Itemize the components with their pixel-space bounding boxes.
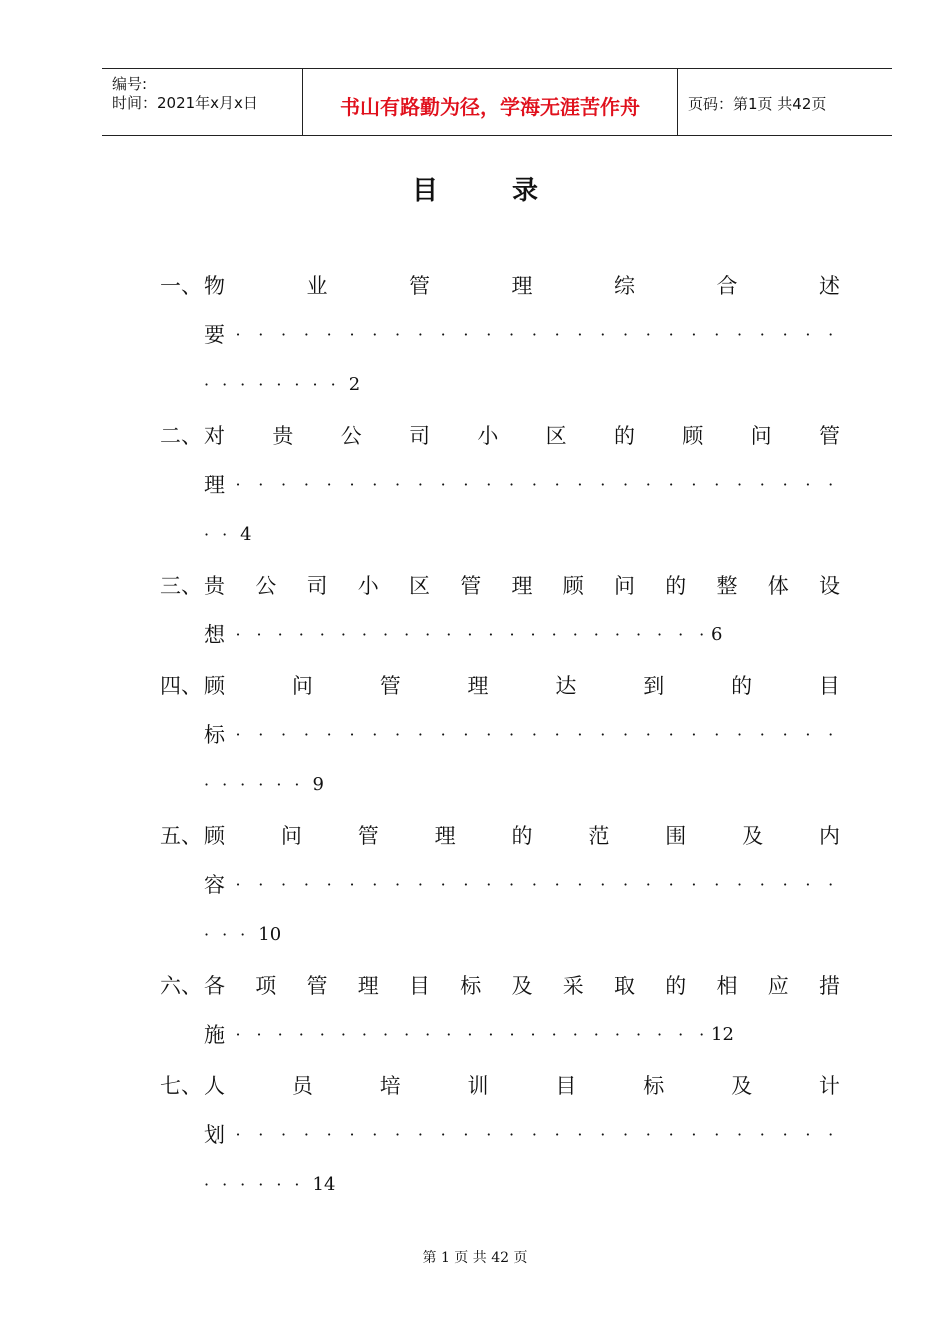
- toc-page-number: 2: [348, 374, 361, 395]
- toc-entry-heading: 人 员 培 训 目 标 及 计: [204, 1074, 840, 1098]
- toc-dot-leader-continued: ········: [204, 375, 349, 394]
- toc-entry-number: 二、: [160, 424, 202, 448]
- toc-entry[interactable]: [160, 560, 840, 660]
- toc-dot-leader-continued: ······: [204, 775, 313, 794]
- toc-entry-number: 三、: [160, 574, 202, 598]
- toc-entry-number: 四、: [160, 674, 202, 698]
- header-motto-cell: [303, 69, 678, 135]
- header-right-cell: [678, 69, 892, 135]
- header-motto: 书山有路勤为径，学海无涯苦作舟: [340, 95, 640, 119]
- toc-entry-heading-end: 要: [204, 323, 225, 347]
- toc-page-number: 6: [711, 624, 723, 645]
- toc-entry-heading-end: 想: [204, 623, 225, 647]
- toc-entry[interactable]: [160, 660, 840, 810]
- toc-entry[interactable]: [160, 260, 840, 410]
- header-page-info: 页码：第1页 共42页: [688, 95, 827, 113]
- toc-page-number: 4: [240, 524, 252, 545]
- toc-dot-leader: · · · · · · · · · · · · · · · · · · · · · · ·: [235, 1025, 705, 1044]
- toc-entry[interactable]: [160, 960, 840, 1060]
- document-date: 时间：2021年x月x日: [112, 94, 258, 112]
- toc-entry-number: 六、: [160, 974, 202, 998]
- toc-entry-number: 七、: [160, 1074, 202, 1098]
- table-of-contents: [160, 260, 840, 1210]
- toc-dot-leader: · · · · · · · · · · · · · · · · · · · · · · · · · · ·: [235, 325, 834, 344]
- page-header: [102, 68, 892, 136]
- toc-title: 目录: [411, 176, 612, 206]
- toc-entry-heading: 对 贵 公 司 小 区 的 顾 问 管: [204, 424, 840, 448]
- toc-entry-heading: 贵 公 司 小 区 管 理 顾 问 的 整 体 设: [204, 574, 840, 598]
- toc-dot-leader: · · · · · · · · · · · · · · · · · · · · · · ·: [235, 625, 705, 644]
- toc-entry-heading: 顾 问 管 理 达 到 的 目: [204, 674, 840, 698]
- header-left-cell: [102, 69, 303, 135]
- toc-dot-leader: · · · · · · · · · · · · · · · · · · · · · · · · · · ·: [235, 725, 834, 744]
- toc-dot-leader: · · · · · · · · · · · · · · · · · · · · · · · · · · ·: [235, 1125, 834, 1144]
- toc-entry-heading-end: 容: [204, 873, 225, 897]
- toc-dot-leader: · · · · · · · · · · · · · · · · · · · · · · · · · · ·: [235, 875, 834, 894]
- toc-entry-heading: 物 业 管 理 综 合 述: [204, 274, 840, 298]
- toc-page-number: 9: [312, 774, 324, 795]
- toc-dot-leader-continued: ······: [204, 1175, 313, 1194]
- toc-entry-heading: 顾 问 管 理 的 范 围 及 内: [204, 824, 840, 848]
- toc-entry[interactable]: [160, 1060, 840, 1210]
- toc-entry[interactable]: [160, 410, 840, 560]
- toc-entry-number: 一、: [160, 274, 202, 298]
- toc-dot-leader-continued: ··: [204, 525, 241, 544]
- toc-entry-heading-end: 标: [204, 723, 225, 747]
- toc-page-number: 12: [711, 1024, 734, 1045]
- toc-entry-heading-end: 施: [204, 1023, 225, 1047]
- toc-dot-leader-continued: ···: [204, 925, 259, 944]
- page-footer: 第 1 页 共 42 页: [422, 1250, 528, 1266]
- toc-entry[interactable]: [160, 810, 840, 960]
- toc-entry-heading: 各 项 管 理 目 标 及 采 取 的 相 应 措: [204, 974, 840, 998]
- document-number-label: 编号:: [112, 75, 148, 93]
- toc-entry-heading-end: 理: [204, 473, 225, 497]
- toc-page-number: 14: [312, 1174, 336, 1195]
- toc-page-number: 10: [258, 924, 282, 945]
- toc-dot-leader: · · · · · · · · · · · · · · · · · · · · · · · · · · ·: [235, 475, 834, 494]
- toc-entry-heading-end: 划: [204, 1123, 225, 1147]
- toc-entry-number: 五、: [160, 824, 202, 848]
